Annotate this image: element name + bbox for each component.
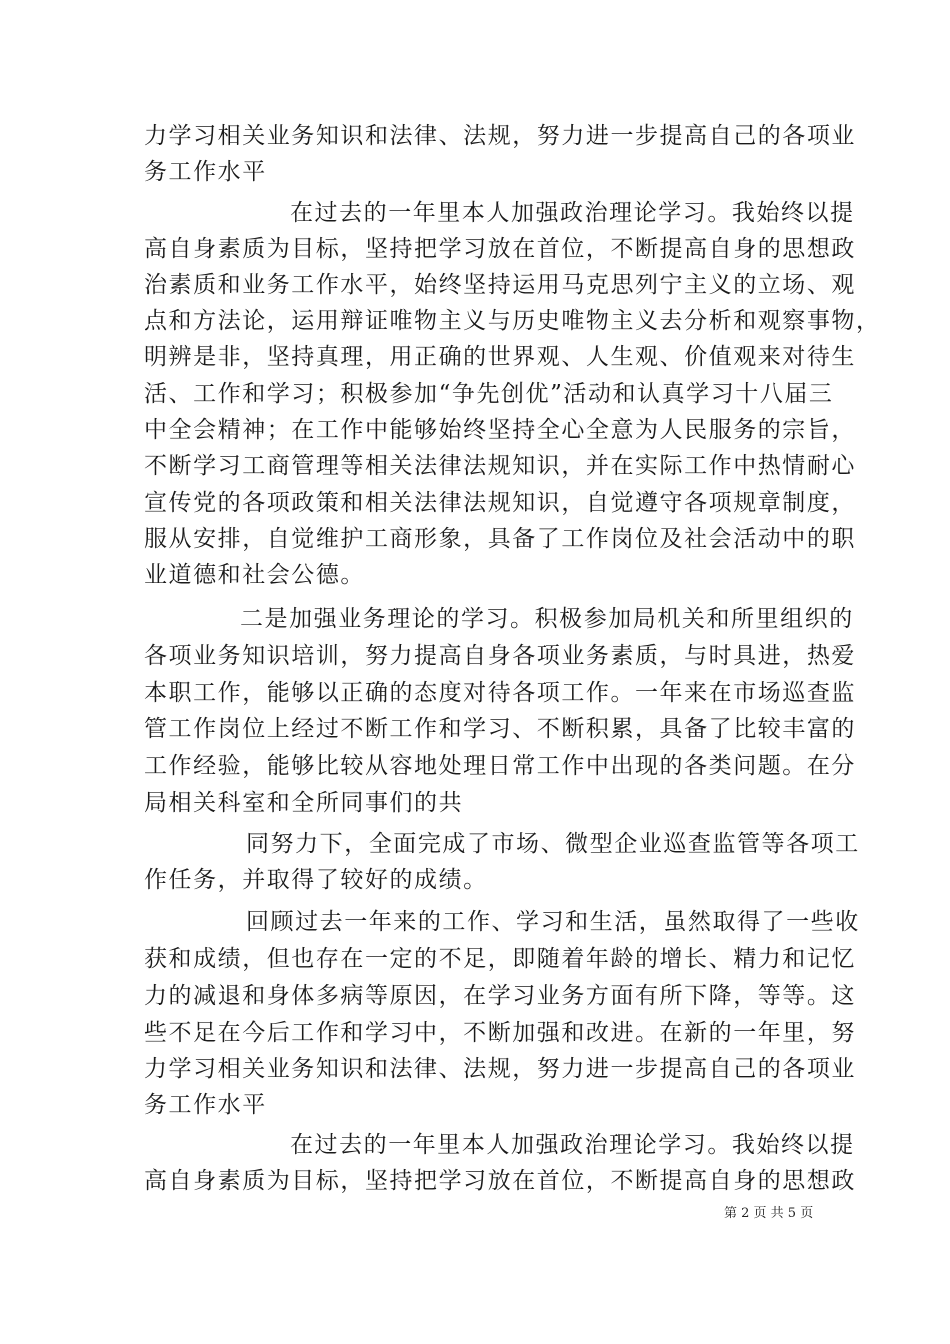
text-line: 业道德和社会公德。 [144, 562, 365, 588]
text-line: 中全会精神；在工作中能够始终坚持全心全意为人民服务的宗旨， [144, 417, 856, 443]
text-line: 回顾过去一年来的工作、学习和生活，虽然取得了一些收 [246, 909, 860, 935]
text-line: 管工作岗位上经过不断工作和学习、不断积累，具备了比较丰富的 [144, 716, 856, 742]
text-line: 力学习相关业务知识和法律、法规，努力进一步提高自己的各项业 [144, 123, 856, 149]
text-line: 工作经验，能够比较从容地处理日常工作中出现的各类问题。在分 [144, 753, 856, 779]
text-line: 本职工作，能够以正确的态度对待各项工作。一年来在市场巡查监 [144, 680, 856, 706]
text-line: 务工作水平 [144, 159, 267, 185]
text-line: 力学习相关业务知识和法律、法规，努力进一步提高自己的各项业 [144, 1056, 856, 1082]
text-line: 局相关科室和全所同事们的共 [144, 790, 464, 816]
text-line: 高自身素质为目标，坚持把学习放在首位，不断提高自身的思想政 [144, 1168, 856, 1194]
text-line: 点和方法论，运用辩证唯物主义与历史唯物主义去分析和观察事物， [144, 308, 881, 334]
text-line: 在过去的一年里本人加强政治理论学习。我始终以提 [290, 200, 855, 226]
text-line: 二是加强业务理论的学习。积极参加局机关和所里组织的 [240, 606, 854, 632]
text-line: 不断学习工商管理等相关法律法规知识，并在实际工作中热情耐心 [144, 453, 856, 479]
text-line: 些不足在今后工作和学习中，不断加强和改进。在新的一年里，努 [144, 1020, 856, 1046]
text-line: 作任务，并取得了较好的成绩。 [144, 867, 488, 893]
text-line: 同努力下，全面完成了市场、微型企业巡查监管等各项工 [246, 831, 860, 857]
text-line: 务工作水平 [144, 1092, 267, 1118]
text-line: 治素质和业务工作水平，始终坚持运用马克思列宁主义的立场、观 [144, 272, 856, 298]
text-line: 活、工作和学习；积极参加“争先创优”活动和认真学习十八届三 [144, 381, 834, 407]
text-line: 明辨是非，坚持真理，用正确的世界观、人生观、价值观来对待生 [144, 344, 856, 370]
page-number: 第 2 页 共 5 页 [724, 1206, 814, 1221]
text-line: 高自身素质为目标，坚持把学习放在首位，不断提高自身的思想政 [144, 236, 856, 262]
text-line: 在过去的一年里本人加强政治理论学习。我始终以提 [290, 1132, 855, 1158]
text-line: 获和成绩，但也存在一定的不足，即随着年龄的增长、精力和记忆 [144, 946, 856, 972]
text-line: 宣传党的各项政策和相关法律法规知识，自觉遵守各项规章制度， [144, 490, 856, 516]
text-line: 力的减退和身体多病等原因，在学习业务方面有所下降，等等。这 [144, 983, 856, 1009]
text-line: 服从安排，自觉维护工商形象，具备了工作岗位及社会活动中的职 [144, 526, 856, 552]
text-line: 各项业务知识培训，努力提高自身各项业务素质，与时具进，热爱 [144, 643, 856, 669]
